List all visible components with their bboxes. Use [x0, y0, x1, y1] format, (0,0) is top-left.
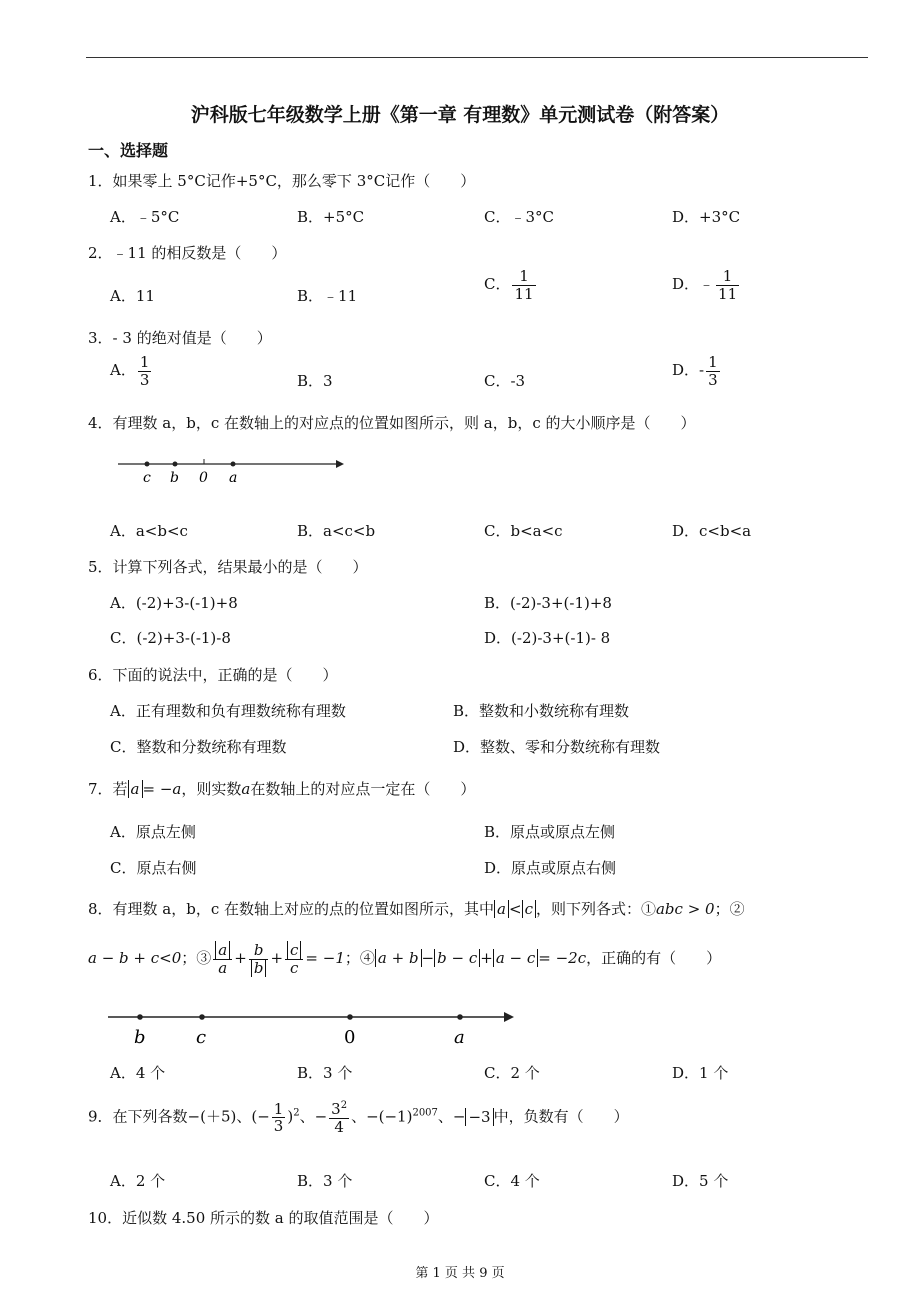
q4-label-a: a [229, 470, 238, 486]
q8-point-c [199, 1014, 205, 1020]
q8-frac-c: $\frac{c}{c}$ [285, 942, 303, 976]
q8-option-d[interactable]: D．1 个 [672, 1064, 729, 1082]
q9-option-c[interactable]: C．4 个 [484, 1172, 540, 1190]
q2-option-d[interactable] [672, 268, 741, 302]
q7-abs-a: a [128, 780, 143, 798]
q6-option-d[interactable]: D．整数、零和分数统称有理数 [453, 738, 661, 756]
q4-option-b[interactable]: B．a<c<b [297, 522, 376, 540]
q9-frac-one-third: $\frac{1}{3}$ [273, 1099, 284, 1135]
q1-option-d[interactable]: D．+3°C [672, 208, 741, 226]
question-9: 9．在下列各数−(＋5)、(− $\frac{1}{3}$ )$^2$、− $\frac{3^2}{4}$ 、$-(-1)^{2007}$、− −3 中，负数有（ ） [88, 1099, 629, 1136]
q8-point-b [137, 1014, 143, 1020]
q5-option-d[interactable]: D．(-2)-3+(-1)- 8 [484, 629, 611, 647]
q8-label-zero: 0 [344, 1027, 356, 1048]
q4-point-b [173, 462, 178, 467]
q8-option-b[interactable]: B．3 个 [297, 1064, 353, 1082]
q4-number-line [112, 450, 352, 490]
q8-point-zero [347, 1014, 353, 1020]
q3-option-a[interactable] [110, 354, 153, 388]
q9-frac-three-sq-four: $\frac{3^2}{4}$ [331, 1100, 348, 1136]
q9-option-d[interactable]: D．5 个 [672, 1172, 729, 1190]
question-3: 3．- 3 的绝对值是（ ） [88, 329, 272, 347]
q7-option-c[interactable]: C．原点右侧 [110, 859, 197, 877]
q4-point-a [231, 462, 236, 467]
q4-point-c [145, 462, 150, 467]
q8-number-line [104, 1005, 524, 1050]
q2-d-label: D．﹣ [672, 275, 715, 293]
q1-option-b[interactable]: B．+5°C [297, 208, 365, 226]
q4-axis-arrow-icon [336, 460, 344, 468]
q2-c-fraction: $\frac{1}{11}$ [514, 267, 534, 303]
q3-a-fraction: $\frac{1}{3}$ [139, 353, 150, 389]
question-10: 10．近似数 4.50 所示的数 a 的取值范围是（ ） [88, 1209, 439, 1227]
question-5: 5．计算下列各式，结果最小的是（ ） [88, 558, 368, 576]
q8-axis-arrow-icon [504, 1012, 514, 1022]
section-heading: 一、选择题 [88, 141, 169, 160]
q2-d-fraction: $\frac{1}{11}$ [718, 267, 738, 303]
q8-option-c[interactable]: C．2 个 [484, 1064, 540, 1082]
q8-frac-b: $\frac{b}{b}$ [249, 942, 269, 976]
q4-option-a[interactable]: A．a<b<c [110, 522, 188, 540]
q1-option-a[interactable]: A．﹣5°C [110, 208, 180, 226]
q5-option-b[interactable]: B．(-2)-3+(-1)+8 [484, 594, 612, 612]
question-8-line-1: 8．有理数 a，b，c 在数轴上对应的点的位置如图所示，其中 a < c ，则下列各式：①abc > 0；② [88, 900, 745, 918]
q2-option-c[interactable] [484, 268, 538, 302]
q1-option-c[interactable]: C．﹣3°C [484, 208, 554, 226]
q2-c-label: C． [484, 275, 511, 293]
q8-frac-a: $\frac{a}{a}$ [213, 942, 232, 976]
q4-label-c: c [143, 470, 151, 486]
q8-option-a[interactable]: A．4 个 [110, 1064, 166, 1082]
q8-point-a [457, 1014, 463, 1020]
q8-label-c: c [196, 1027, 207, 1048]
q6-option-a[interactable]: A．正有理数和负有理数统称有理数 [110, 702, 346, 720]
q3-d-fraction: $\frac{1}{3}$ [708, 353, 718, 389]
q4-label-b: b [170, 470, 179, 486]
question-8-line-2: a − b + c<0；③ $\frac{a}{a}$ + $\frac{b}{b}$ + $\frac{c}{c}$ = −1；④ a + b − b − c + a − c = −2c，正确的有（ ） [88, 941, 722, 977]
q8-label-b: b [134, 1027, 146, 1048]
q3-option-c[interactable]: C．-3 [484, 372, 526, 390]
q4-option-d[interactable]: D．c<b<a [672, 522, 752, 540]
q5-option-a[interactable]: A．(-2)+3-(-1)+8 [110, 594, 238, 612]
q7-option-d[interactable]: D．原点或原点右侧 [484, 859, 617, 877]
q6-option-b[interactable]: B．整数和小数统称有理数 [453, 702, 630, 720]
q3-option-b[interactable]: B．3 [297, 372, 333, 390]
q7-option-b[interactable]: B．原点或原点左侧 [484, 823, 616, 841]
page-footer: 第 1 页 共 9 页 [415, 1266, 505, 1281]
question-4: 4．有理数 a，b，c 在数轴上的对应点的位置如图所示，则 a，b，c 的大小顺序是（ ） [88, 414, 696, 432]
q7-equals: = −a [142, 780, 182, 798]
question-6: 6．下面的说法中，正确的是（ ） [88, 666, 338, 684]
q2-option-a[interactable]: A．11 [110, 287, 155, 305]
q4-option-c[interactable]: C．b<a<c [484, 522, 563, 540]
q3-a-label: A． [110, 361, 136, 379]
header-rule [86, 57, 868, 58]
q3-option-d[interactable] [672, 354, 722, 388]
question-1: 1．如果零上 5°C记作+5°C，那么零下 3°C记作（ ） [88, 172, 476, 190]
q3-d-label: D．- [672, 361, 705, 379]
q9-option-b[interactable]: B．3 个 [297, 1172, 353, 1190]
q2-option-b[interactable]: B．﹣11 [297, 287, 358, 305]
page-title: 沪科版七年级数学上册《第一章 有理数》单元测试卷（附答案） [190, 104, 730, 126]
q6-option-c[interactable]: C．整数和分数统称有理数 [110, 738, 287, 756]
q8-label-a: a [454, 1027, 465, 1048]
question-2: 2．﹣11 的相反数是（ ） [88, 244, 287, 262]
q5-option-c[interactable]: C．(-2)+3-(-1)-8 [110, 629, 231, 647]
q9-option-a[interactable]: A．2 个 [110, 1172, 166, 1190]
q4-label-zero: 0 [199, 470, 208, 486]
q7-option-a[interactable]: A．原点左侧 [110, 823, 196, 841]
question-7: 7．若 a = −a，则实数a在数轴上的对应点一定在（ ） [88, 780, 476, 798]
